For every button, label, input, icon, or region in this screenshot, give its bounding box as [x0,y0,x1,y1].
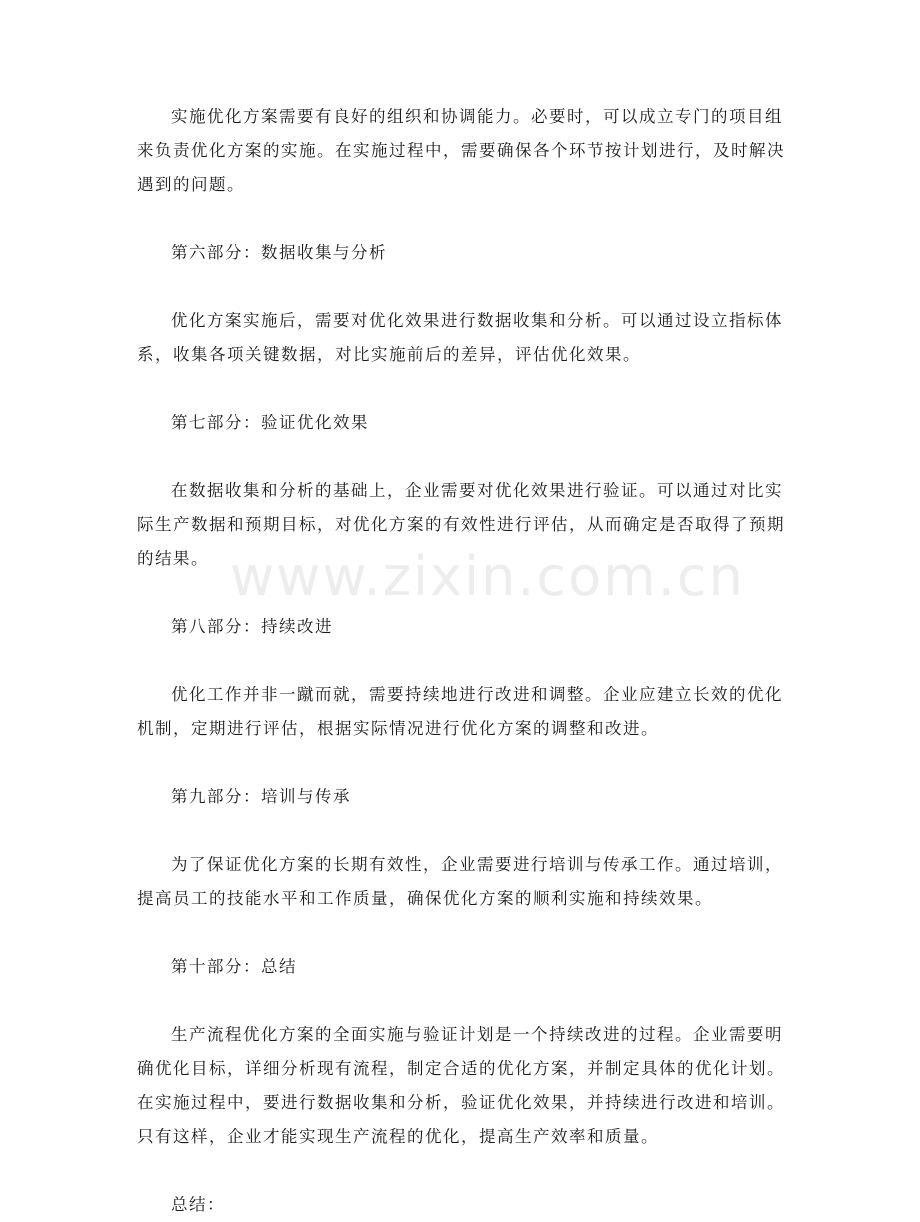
paragraph-data-collection: 优化方案实施后，需要对优化效果进行数据收集和分析。可以通过设立指标体系，收集各项关键数据，对比实施前后的差异，评估优化效果。 [137,311,783,364]
paragraph-training: 为了保证优化方案的长期有效性，企业需要进行培训与传承工作。通过培训，提高员工的技能水平和工作质量，确保优化方案的顺利实施和持续效果。 [137,855,783,908]
document-body [137,100,787,1222]
section-heading-7: 第七部分：验证优化效果 [171,413,369,432]
paragraph-implementation: 实施优化方案需要有良好的组织和协调能力。必要时，可以成立专门的项目组来负责优化方案的实施。在实施过程中，需要确保各个环节按计划进行，及时解决遇到的问题。 [137,107,785,194]
paragraph-verification: 在数据收集和分析的基础上，企业需要对优化效果进行验证。可以通过对比实际生产数据和预期目标，对优化方案的有效性进行评估，从而确定是否取得了预期的结果。 [137,481,785,568]
section-heading-10: 第十部分：总结 [171,957,297,976]
paragraph-summary: 生产流程优化方案的全面实施与验证计划是一个持续改进的过程。企业需要明确优化目标，详细分析现有流程，制定合适的优化方案，并制定具体的优化计划。在实施过程中，要进行数据收集和分析，验证优化效果，并持续进行改进和培训。只有这样，企业才能实现生产流程的优化，提高生产效率和质量。 [137,1025,785,1146]
section-heading-9: 第九部分：培训与传承 [171,787,351,806]
section-heading-8: 第八部分：持续改进 [171,617,333,636]
summary-heading: 总结： [171,1195,225,1214]
watermark-text: www.zixin.com.cn [230,545,745,608]
paragraph-continuous-improvement: 优化工作并非一蹴而就，需要持续地进行改进和调整。企业应建立长效的优化机制，定期进行评估，根据实际情况进行优化方案的调整和改进。 [137,685,783,738]
section-heading-6: 第六部分：数据收集与分析 [171,243,387,262]
